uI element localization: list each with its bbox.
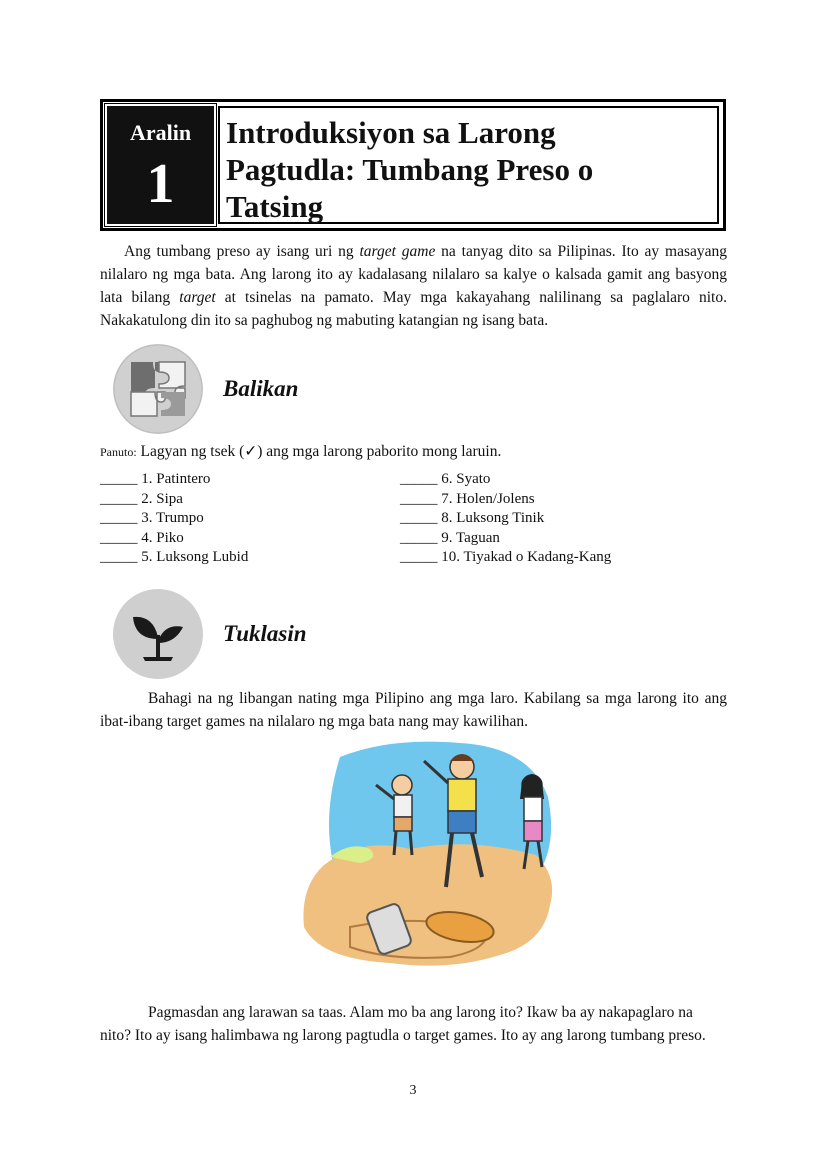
tuklasin-title: Tuklasin: [223, 621, 307, 646]
target-game-term: target game: [359, 243, 436, 260]
list-item: _____ 1. Patintero: [100, 471, 211, 487]
list-item: _____ 9. Taguan: [400, 529, 500, 546]
title-line-1: Introduksiyon sa Larong: [226, 115, 556, 150]
sprout-icon: [113, 589, 203, 679]
lesson-title: [218, 106, 719, 224]
tumbang-preso-illustration: [300, 737, 560, 974]
games-list-left: [100, 470, 248, 568]
panuto-instruction: [100, 442, 501, 461]
balikan-title: Balikan: [223, 376, 299, 401]
aralin-number: 1: [146, 153, 175, 215]
title-line-2: Pagtudla: Tumbang Preso o: [226, 152, 594, 187]
list-item: _____ 5. Luksong Lubid: [100, 549, 249, 565]
lesson-number-block: [107, 106, 214, 224]
puzzle-icon: [113, 344, 203, 434]
aralin-label: Aralin: [129, 120, 192, 145]
intro-paragraph: Ang tumbang preso ay isang uri ng target game na tanyag dito sa Pilipinas. Ito ay masayang nilalaro ng mga bata. Ang larong ito ay kadalasang nilalaro sa kalye o kalsada gamit ang basyong lata bilang target at tsinelas na pamato. May mga kakayahang nalilinang sa paglalaro nito. Nakakatulong din ito sa paghubog ng mabuting katangian ng isang bata.: [100, 243, 727, 329]
target-term: target: [179, 289, 216, 306]
games-list-right: [400, 470, 611, 568]
tuklasin-paragraph: Bahagi na ng libangan nating mga Pilipino ang mga laro. Kabilang sa mga larong ito ang ibat-ibang target games na nilalaro ng mga bata nang may kawilihan.: [100, 690, 727, 730]
page-number: 3: [409, 1083, 417, 1098]
title-line-3: Tatsing: [226, 189, 324, 224]
list-item: _____ 8. Luksong Tinik: [400, 510, 545, 526]
list-item: _____ 6. Syato: [400, 471, 491, 487]
closing-paragraph: Pagmasdan ang larawan sa taas. Alam mo ba ang larong ito? Ikaw ba ay nakapaglaro na nito? Ito ay isang halimbawa ng larong pagtudla o target games. Ito ay ang larong tumbang preso.: [100, 1004, 706, 1044]
panuto-label: Panuto:: [100, 445, 137, 459]
list-item: _____ 3. Trumpo: [100, 510, 204, 526]
lesson-header: [100, 99, 726, 231]
list-item: _____ 4. Piko: [100, 529, 184, 546]
panuto-text: Lagyan ng tsek (✓) ang mga larong paborito mong laruin.: [140, 443, 502, 460]
list-item: _____ 10. Tiyakad o Kadang-Kang: [400, 549, 612, 565]
list-item: _____ 2. Sipa: [100, 490, 183, 507]
list-item: _____ 7. Holen/Jolens: [400, 490, 535, 507]
